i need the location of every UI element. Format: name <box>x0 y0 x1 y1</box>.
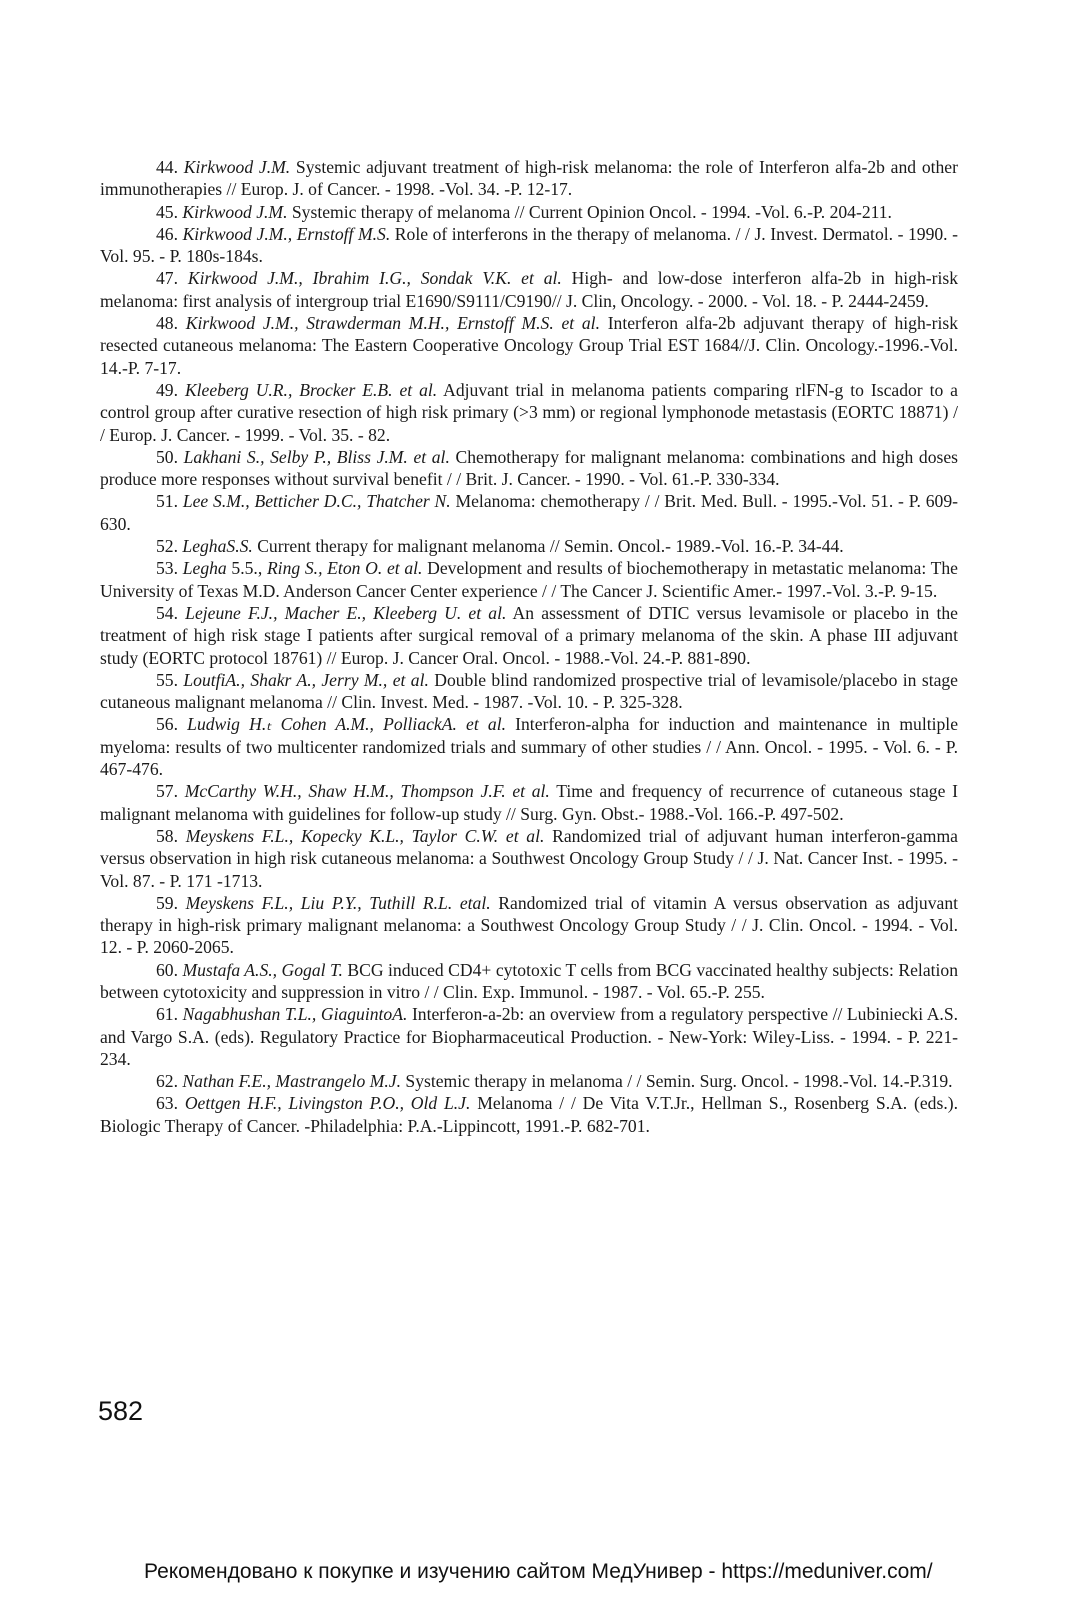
reference-item: 61. Nagabhushan T.L., GiaguintoA. Interferon-a-2b: an overview from a regulatory perspective // Lubiniecki A.S. and Vargo S.A. (eds). Regulatory Practice for Biopharmaceutical Production. - New-York: Wiley-Liss. - 1994. - P. 221-234. <box>100 1004 959 1069</box>
reference-item: 57. McCarthy W.H., Shaw H.M., Thompson J.F. et al. Time and frequency of recurrence of cutaneous stage I malignant melanoma with guidelines for follow-up study // Surg. Gyn. Obst.- 1988.-Vol. 166.-P. 497-502. <box>100 781 958 824</box>
reference-item: 47. Kirkwood J.M., Ibrahim I.G., Sondak V.K. et al. High- and low-dose interferon alfa-2b in high-risk melanoma: first analysis of intergroup trial E1690/S9111/C9190// J. Clin, Oncology. - 2000. - Vol. 18. - P. 2444-2459. <box>100 268 958 311</box>
reference-item: 53. Legha 5.5., Ring S., Eton O. et al. Development and results of biochemotherapy in metastatic melanoma: The University of Texas M.D. Anderson Cancer Center experience / / The Cancer J. Scientific Amer.- 1997.-Vol. 3.-P. 9-15. <box>100 558 958 601</box>
reference-item: 46. Kirkwood J.M., Ernstoff M.S. Role of interferons in the therapy of melanoma. / / J. Invest. Dermatol. - 1990. -Vol. 95. - P. 180s-184s. <box>100 223 958 267</box>
reference-item: 58. Meyskens F.L., Kopecky K.L., Taylor C.W. et al. Randomized trial of adjuvant human interferon-gamma versus observation in high risk cutaneous melanoma: a Southwest Oncology Group Study / / J. Nat. Cancer Inst. - 1995. - Vol. 87. - P. 171 -1713. <box>100 825 958 891</box>
reference-item: 62. Nathan F.E., Mastrangelo M.J. Systemic therapy in melanoma / / Semin. Surg. Oncol. - 1998.-Vol. 14.-P.319. <box>156 1071 953 1092</box>
reference-item: 52. LeghaS.S. Current therapy for malignant melanoma // Semin. Oncol.- 1989.-Vol. 16.-P. 34-44. <box>156 536 844 557</box>
reference-item: 50. Lakhani S., Selby P., Bliss J.M. et al. Chemotherapy for malignant melanoma: combinations and high doses produce more responses without survival benefit / / Brit. J. Cancer. - 1990. - Vol. 61.-P. 330-334. <box>100 446 959 490</box>
reference-list <box>100 156 958 1137</box>
reference-item: 55. LoutfiA., Shakr A., Jerry M., et al. Double blind randomized prospective trial of levamisole/placebo in stage cutaneous malignant melanoma // Clin. Invest. Med. - 1987. -Vol. 10. - P. 325-328. <box>100 669 958 713</box>
footer-recommendation: Рекомендовано к покупке и изучению сайтом МедУнивер - https://meduniver.com/ <box>144 1560 933 1583</box>
reference-item: 44. Kirkwood J.M. Systemic adjuvant treatment of high-risk melanoma: the role of Interferon alfa-2b and other immunotherapies // Europ. J. of Cancer. - 1998. -Vol. 34. -P. 12-17. <box>100 157 958 200</box>
reference-item: 54. Lejeune F.J., Macher E., Kleeberg U. et al. An assessment of DTIC versus levamisole or placebo in the treatment of high risk stage I patients after surgical removal of a primary melanoma of the skin. A phase III adjuvant study (EORTC protocol 18761) // Europ. J. Cancer Oral. Oncol. - 1988.-Vol. 24.-P. 881-890. <box>100 602 958 668</box>
page-number: 582 <box>98 1396 144 1426</box>
reference-item: 63. Oettgen H.F., Livingston P.O., Old L.J. Melanoma / / De Vita V.T.Jr., Hellman S., Rosenberg S.A. (eds.). Biologic Therapy of Cancer. -Philadelphia: P.A.-Lippincott, 1991.-P. 682-701. <box>100 1093 958 1136</box>
reference-item: 60. Mustafa A.S., Gogal T. BCG induced CD4+ cytotoxic T cells from BCG vaccinated healthy subjects: Relation between cytotoxicity and suppression in vitro / / Clin. Exp. Immunol. - 1987. - Vol. 65.-P. 255. <box>100 959 958 1002</box>
reference-item: 56. Ludwig H.ₜ Cohen A.M., PolliackA. et al. Interferon-alpha for induction and maintenance in multiple myeloma: results of two multicenter randomized trials and summary of other studies / / Ann. Oncol. - 1995. - Vol. 6. - P. 467-476. <box>100 714 959 780</box>
reference-item: 51. Lee S.M., Betticher D.C., Thatcher N. Melanoma: chemotherapy / / Brit. Med. Bull. - 1995.-Vol. 51. - P. 609-630. <box>100 491 958 534</box>
reference-item: 45. Kirkwood J.M. Systemic therapy of melanoma // Current Opinion Oncol. - 1994. -Vol. 6.-P. 204-211. <box>156 201 892 222</box>
reference-item: 59. Meyskens F.L., Liu P.Y., Tuthill R.L. etal. Randomized trial of vitamin A versus observation as adjuvant therapy in high-risk primary malignant melanoma: a Southwest Oncology Group Study / / J. Clin. Oncol. - 1994. - Vol. 12. - P. 2060-2065. <box>100 892 959 958</box>
reference-item: 49. Kleeberg U.R., Brocker E.B. et al. Adjuvant trial in melanoma patients comparing rlFN-g to Iscador to a control group after curative resection of high risk primary (>3 mm) or regional lymphonode metastasis (EORTC 18871) / / Europ. J. Cancer. - 1999. - Vol. 35. - 82. <box>100 379 958 445</box>
reference-item: 48. Kirkwood J.M., Strawderman M.H., Ernstoff M.S. et al. Interferon alfa-2b adjuvant therapy of high-risk resected cutaneous melanoma: The Eastern Cooperative Oncology Group Trial EST 1684//J. Clin. Oncology.-1996.-Vol. 14.-P. 7-17. <box>100 313 958 378</box>
